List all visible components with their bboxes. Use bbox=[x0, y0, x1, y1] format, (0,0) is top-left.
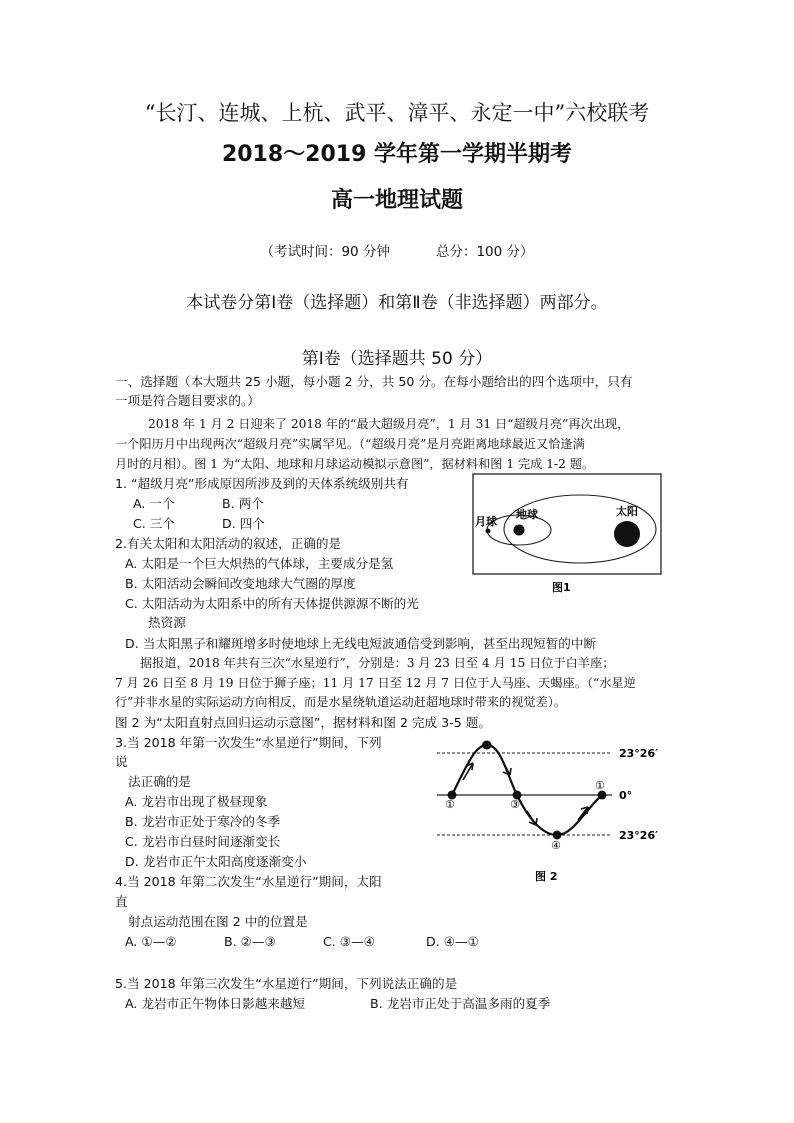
q3-option-c: C. 龙岩市白昼时间逐渐变长 bbox=[125, 834, 281, 849]
instruction-line-2: 一项是符合题目要求的。） bbox=[115, 393, 260, 408]
q2-option-c-cont: 热资源 bbox=[148, 615, 186, 630]
solar-declination-diagram bbox=[435, 735, 670, 887]
q5-option-b: B. 龙岩市正处于高温多雨的夏季 bbox=[370, 996, 551, 1011]
point-1-label: ① bbox=[445, 798, 455, 811]
q4-stem-cont2: 射点运动范围在图 2 中的位置是 bbox=[128, 914, 308, 929]
exam-score: 总分：100 分） bbox=[435, 244, 534, 260]
passage2-line-3: 行”并非水星的实际运动方向相反，而是水星绕轨道运动赶超地球时带来的视觉差）。 bbox=[115, 695, 567, 709]
passage2-line-1: 据报道，2018 年共有三次“水星逆行”，分别是：3 月 23 日至 4 月 15 日位于白羊座； bbox=[140, 656, 615, 670]
q1-option-b: B. 两个 bbox=[222, 496, 264, 511]
q3-stem-cont2: 法正确的是 bbox=[128, 774, 191, 789]
q5-option-a: A. 龙岩市正午物体日影越来越短 bbox=[125, 996, 306, 1011]
passage2-line-4: 图 2 为“太阳直射点回归运动示意图”，据材料和图 2 完成 3-5 题。 bbox=[115, 715, 491, 730]
figure1-caption: 图1 bbox=[552, 581, 571, 594]
moon-label: 月球 bbox=[475, 515, 497, 528]
equator-label: 0° bbox=[619, 789, 633, 802]
q2-option-b: B. 太阳活动会瞬间改变地球大气圈的厚度 bbox=[125, 576, 356, 591]
q3-option-d: D. 龙岩市正午太阳高度逐渐变小 bbox=[125, 854, 307, 869]
instruction-line-1: 一、选择题（本大题共 25 小题，每小题 2 分，共 50 分。在每小题给出的四个选项中，只有 bbox=[115, 374, 633, 389]
exam-time: （考试时间：90 分钟 bbox=[260, 244, 390, 260]
exam-info bbox=[0, 240, 794, 260]
q3-option-b: B. 龙岩市正处于寒冷的冬季 bbox=[125, 814, 281, 829]
q4-option-d: D. ④—① bbox=[426, 934, 479, 949]
figure2-caption: 图 2 bbox=[535, 870, 558, 883]
exam-subject-title: 高一地理试题 bbox=[330, 188, 463, 213]
q4-option-b: B. ②—③ bbox=[224, 934, 276, 949]
exam-union-title: “长汀、连城、上杭、武平、漳平、永定一中”六校联考 bbox=[144, 101, 650, 125]
q1-option-c: C. 三个 bbox=[133, 516, 175, 531]
exam-term-title: 2018～2019 学年第一学期半期考 bbox=[221, 142, 573, 167]
point-2-label: ② bbox=[481, 739, 491, 752]
q5-stem: 5.当 2018 年第三次发生“水星逆行”期间，下列说法正确的是 bbox=[115, 976, 458, 991]
paper-intro: 本试卷分第Ⅰ卷（选择题）和第Ⅱ卷（非选择题）两部分。 bbox=[186, 293, 608, 313]
passage1-line-2: 一个阳历月中出现两次“超级月亮”实属罕见。（“超级月亮”是月亮距离地球最近又恰逢满 bbox=[115, 437, 585, 451]
q4-option-c: C. ③—④ bbox=[323, 934, 375, 949]
moon-icon bbox=[486, 529, 491, 534]
q1-option-d: D. 四个 bbox=[222, 516, 265, 531]
q1-option-a: A. 一个 bbox=[133, 496, 175, 511]
q2-option-d: D. 当太阳黑子和耀斑增多时使地球上无线电短波通信受到影响，甚至出现短暂的中断 bbox=[125, 636, 597, 651]
q4-option-a: A. ①—② bbox=[125, 934, 177, 949]
earth-label: 地球 bbox=[516, 508, 538, 521]
passage1-line-1: 2018 年 1 月 2 日迎来了 2018 年的“最大超级月亮”，1 月 31 日“超级月亮”再次出现， bbox=[148, 417, 630, 431]
figure-1 bbox=[472, 473, 662, 600]
passage2-line-2: 7 月 26 日至 8 月 19 日位于狮子座；11 月 17 日至 12 月 7 日位于人马座、天蝎座。（“水星逆 bbox=[115, 676, 636, 690]
section-title: 第Ⅰ卷（选择题共 50 分） bbox=[301, 349, 493, 369]
point-4-label: ④ bbox=[551, 839, 561, 852]
tropic-north-label: 23°26′ bbox=[619, 747, 659, 760]
q3-stem: 3.当 2018 年第一次发生“水星逆行”期间，下列 bbox=[115, 735, 382, 750]
figure-2 bbox=[435, 735, 670, 887]
q1-stem: 1. “超级月亮”形成原因所涉及到的天体系统级别共有 bbox=[115, 476, 409, 491]
earth-icon bbox=[514, 525, 525, 536]
q2-option-c: C. 太阳活动为太阳系中的所有天体提供源源不断的光 bbox=[125, 596, 419, 611]
q2-option-a: A. 太阳是一个巨大炽热的气体球，主要成分是氢 bbox=[125, 556, 394, 571]
sun-icon bbox=[614, 521, 640, 547]
sun-label: 太阳 bbox=[616, 505, 638, 518]
point-3-label: ③ bbox=[510, 798, 520, 811]
q3-option-a: A. 龙岩市出现了极昼现象 bbox=[125, 794, 268, 809]
q4-stem: 4.当 2018 年第二次发生“水星逆行”期间，太阳 bbox=[115, 874, 382, 889]
q3-stem-cont: 说 bbox=[115, 754, 128, 769]
tropic-south-label: 23°26′ bbox=[619, 829, 659, 842]
q2-stem: 2.有关太阳和太阳活动的叙述，正确的是 bbox=[115, 536, 342, 551]
sun-earth-moon-diagram bbox=[472, 473, 662, 600]
q4-stem-cont: 直 bbox=[115, 894, 128, 909]
passage1-line-3: 月时的月相）。图 1 为“太阳、地球和月球运动模拟示意图”，据材料和图 1 完成 1-2 题。 bbox=[115, 457, 595, 471]
point-5-label: ① bbox=[595, 779, 605, 792]
